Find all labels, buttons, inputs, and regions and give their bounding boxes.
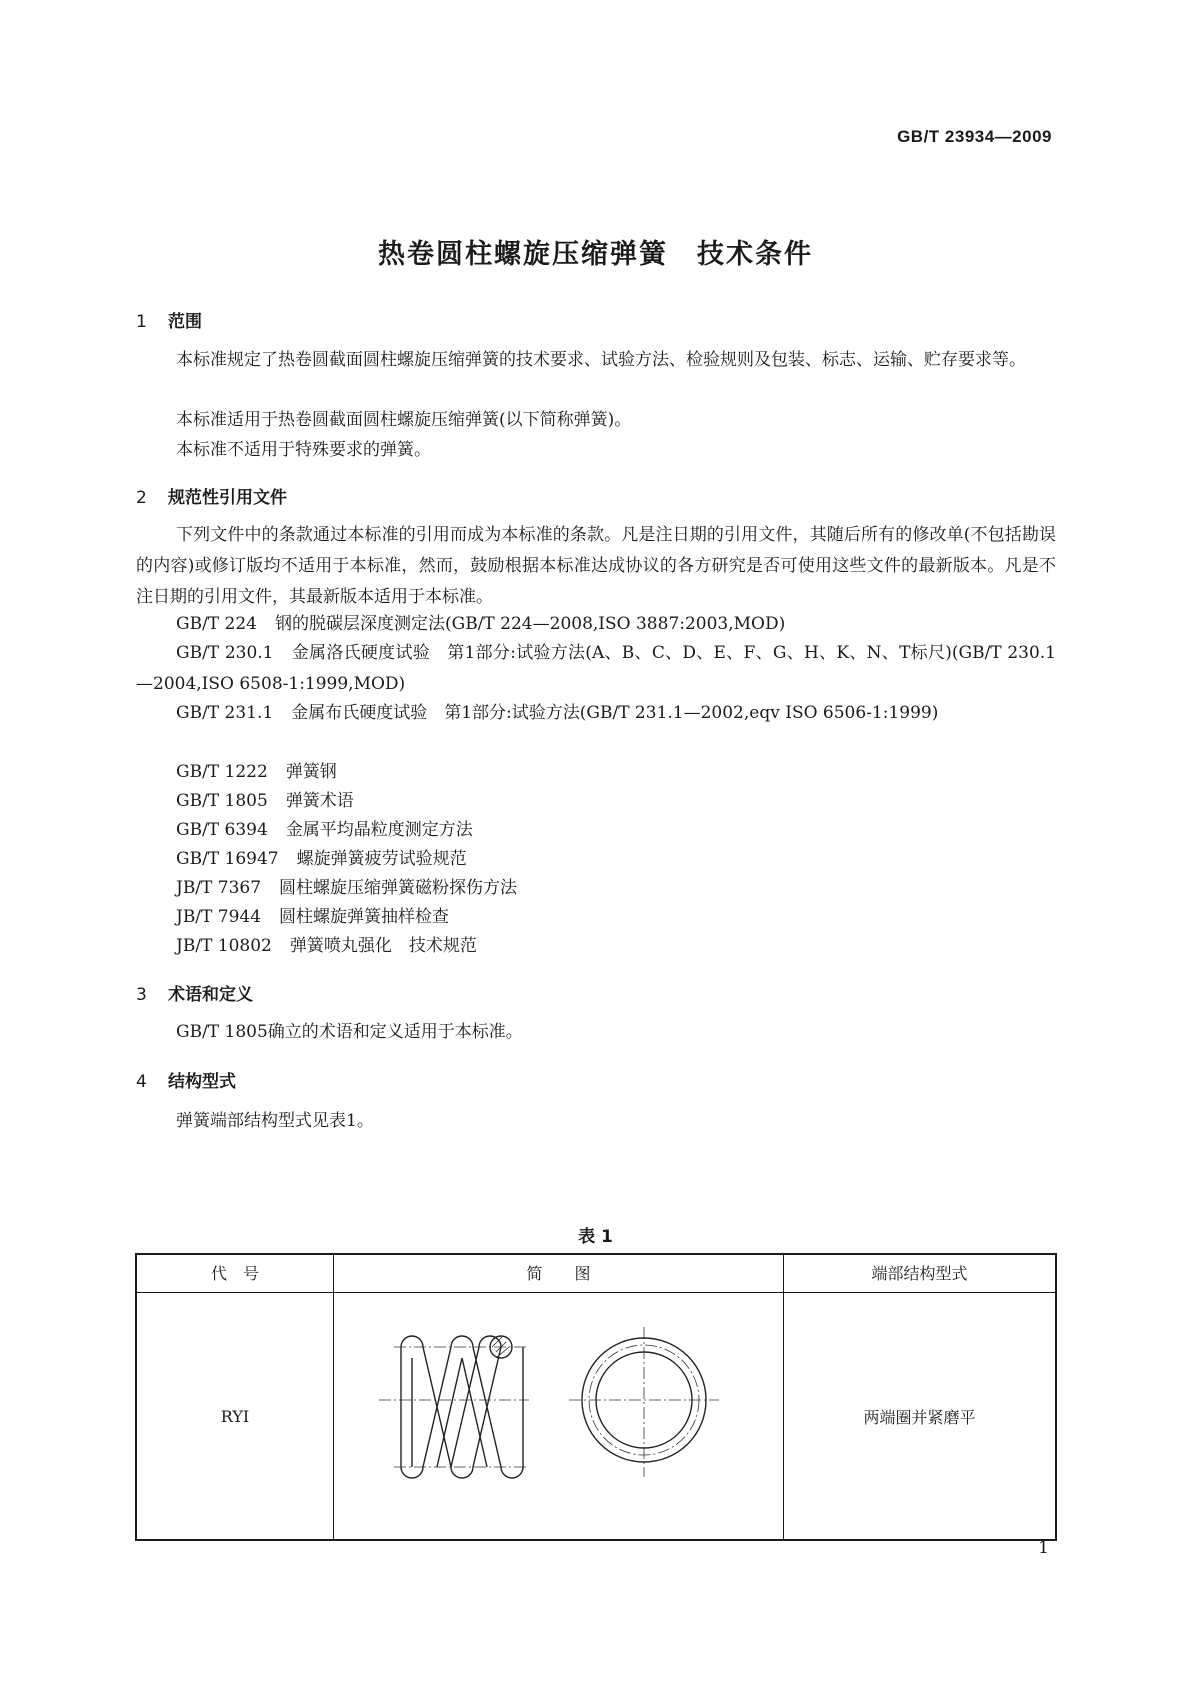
reference-title: 圆柱螺旋压缩弹簧磁粉探伤方法	[279, 878, 518, 898]
reference-item	[176, 931, 477, 962]
section-number: 1	[136, 312, 147, 332]
section-number: 4	[136, 1072, 147, 1092]
reference-title: 钢的脱碳层深度测定法(GB/T 224—2008,ISO 3887:2003,MOD)	[275, 614, 786, 634]
section-title: 结构型式	[168, 1072, 236, 1092]
reference-item	[176, 902, 449, 933]
spec-table	[135, 1253, 1057, 1541]
reference-code: GB/T 6394	[176, 820, 268, 840]
reference-item	[176, 786, 354, 817]
reference-item	[176, 844, 467, 875]
reference-code: JB/T 10802	[176, 936, 272, 956]
document-title: 热卷圆柱螺旋压缩弹簧 技术条件	[378, 239, 813, 270]
section-2-heading	[136, 483, 287, 508]
table-header-end-type: 端部结构型式	[871, 1264, 968, 1283]
reference-code: JB/T 7367	[176, 878, 262, 898]
section-1-heading	[136, 307, 202, 332]
reference-item	[176, 757, 337, 788]
section-title: 术语和定义	[168, 985, 253, 1005]
reference-code: GB/T 230.1	[176, 643, 274, 663]
reference-item	[176, 815, 473, 846]
reference-title: 金属平均晶粒度测定方法	[285, 820, 473, 840]
reference-title: 金属布氏硬度试验 第1部分:试验方法(GB/T 231.1—2002,eqv ISO 6506-1:1999)	[291, 703, 939, 723]
reference-title: 金属洛氏硬度试验 第1部分:试验方法(A、B、C、D、E、F、G、H、K、N、T标尺)(GB/T 230.1—2004,ISO 6508-1:1999,MOD)	[136, 643, 1056, 694]
table-caption: 表 1	[578, 1227, 613, 1247]
reference-item	[136, 698, 1056, 729]
table-cell-end-type: 两端圈并紧磨平	[863, 1407, 976, 1427]
normative-intro: 下列文件中的条款通过本标准的引用而成为本标准的条款。凡是注日期的引用文件，其随后所有的修改单(不包括勘误的内容)或修订版均不适用于本标准，然而，鼓励根据本标准达成协议的各方研究是否可使用这些文件的最新版本。凡是不注日期的引用文件，其最新版本适用于本标准。	[136, 525, 1056, 607]
table-cell-diagram	[334, 1293, 783, 1539]
section-4-heading	[136, 1067, 236, 1092]
reference-title: 弹簧术语	[285, 791, 354, 811]
reference-code: JB/T 7944	[176, 907, 262, 927]
page-number: 1	[1038, 1538, 1049, 1558]
reference-code: GB/T 1222	[176, 762, 268, 782]
scope-paragraph-3: 本标准不适用于特殊要求的弹簧。	[176, 440, 431, 460]
reference-title: 弹簧钢	[285, 762, 337, 782]
scope-paragraph-1: 本标准规定了热卷圆截面圆柱螺旋压缩弹簧的技术要求、试验方法、检验规则及包装、标志、运输、贮存要求等。	[176, 350, 1026, 370]
spring-diagram	[334, 1292, 783, 1540]
section-3-heading	[136, 980, 253, 1005]
table-header-code: 代 号	[210, 1264, 259, 1283]
section-title: 范围	[168, 312, 202, 332]
table-cell-code: RYⅠ	[220, 1406, 250, 1426]
section-title: 规范性引用文件	[168, 488, 287, 508]
section-number: 2	[136, 488, 147, 508]
table-header-diagram: 简 图	[526, 1264, 591, 1283]
standard-number: GB/T 23934—2009	[897, 127, 1052, 146]
reference-item	[136, 638, 1056, 700]
scope-paragraph-2: 本标准适用于热卷圆截面圆柱螺旋压缩弹簧(以下简称弹簧)。	[176, 410, 632, 430]
reference-title: 圆柱螺旋弹簧抽样检查	[279, 907, 450, 927]
reference-item	[176, 609, 785, 640]
reference-title: 螺旋弹簧疲劳试验规范	[296, 849, 467, 869]
structure-paragraph: 弹簧端部结构型式见表1。	[176, 1111, 374, 1131]
reference-code: GB/T 224	[176, 614, 257, 634]
reference-code: GB/T 231.1	[176, 703, 274, 723]
reference-title: 弹簧喷丸强化 技术规范	[289, 936, 477, 956]
reference-code: GB/T 16947	[176, 849, 279, 869]
terms-paragraph: GB/T 1805确立的术语和定义适用于本标准。	[176, 1022, 523, 1042]
reference-item	[176, 873, 517, 904]
reference-code: GB/T 1805	[176, 791, 268, 811]
section-number: 3	[136, 985, 147, 1005]
